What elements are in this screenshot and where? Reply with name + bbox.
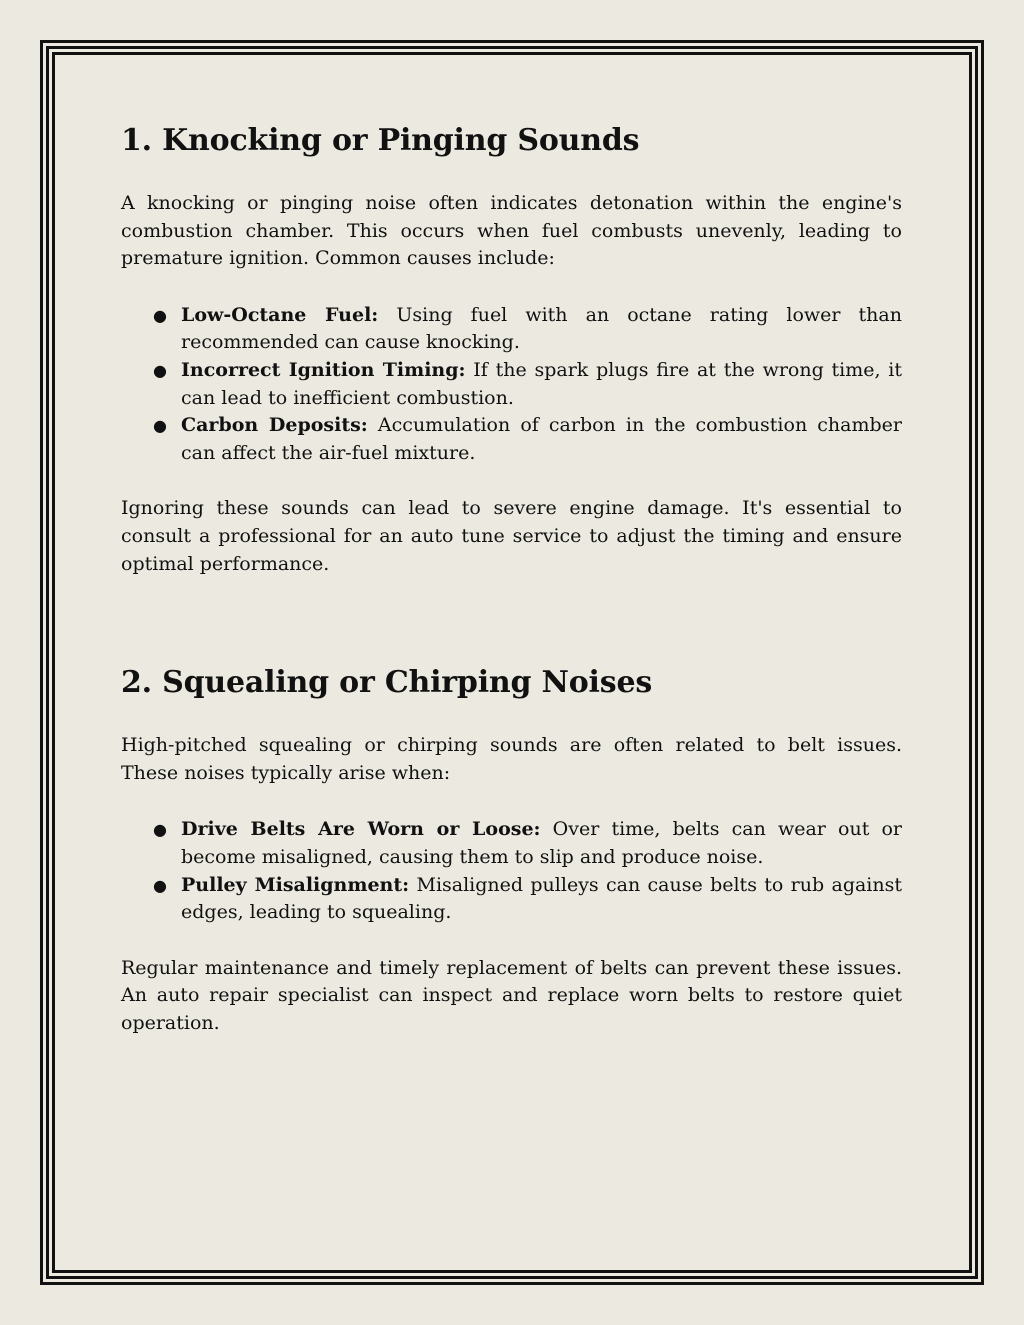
item-term: Low-Octane Fuel: [181, 303, 379, 326]
bullet-icon: ● [153, 820, 167, 840]
item-term: Drive Belts Are Worn or Loose: [181, 818, 541, 841]
item-term: Pulley Misalignment: [181, 873, 410, 896]
section-squealing [121, 660, 902, 1037]
item-text: Accumulation of carbon in the combustion chamber can affect the air-fuel mixture. [181, 414, 902, 464]
item-text: Using fuel with an octane rating lower than recommended can cause knocking. [181, 303, 902, 354]
section-knocking [121, 118, 902, 578]
section-heading: 2. Squealing or Chirping Noises [121, 665, 653, 701]
item-text: If the spark plugs fire at the wrong time, it can lead to inefficient combustion. [181, 358, 902, 409]
item-text: Misaligned pulleys can cause belts to rub against edges, leading to squealing. [181, 873, 903, 924]
bullet-icon: ● [153, 416, 167, 436]
bullet-icon: ● [153, 305, 167, 325]
list-item [153, 357, 902, 412]
section-intro: High-pitched squealing or chirping sounds are often related to belt issues. These noises typically arise when: [121, 734, 902, 784]
section-heading: 1. Knocking or Pinging Sounds [121, 123, 640, 158]
list-item [153, 412, 902, 467]
item-text: Over time, belts can wear out or become misaligned, causing them to slip and produce noise. [181, 818, 902, 868]
list-item [153, 302, 902, 357]
list-item [153, 816, 902, 871]
section-intro: A knocking or pinging noise often indicates detonation within the engine's combustion chamber. This occurs when fuel combusts unevenly, leading to premature ignition. Common causes include: [121, 192, 902, 270]
cause-list [121, 302, 902, 468]
list-item [153, 872, 903, 927]
section-outro: Ignoring these sounds can lead to severe engine damage. It's essential to consult a professional for an auto tune service to adjust the timing and ensure optimal performance. [121, 497, 902, 575]
section-outro: Regular maintenance and timely replacement of belts can prevent these issues. An auto repair specialist can inspect and replace worn belts to restore quiet operation. [121, 956, 902, 1034]
bullet-icon: ● [153, 875, 167, 895]
bullet-icon: ● [153, 360, 167, 380]
document-body [121, 118, 902, 1037]
item-term: Incorrect Ignition Timing: [181, 358, 466, 381]
cause-list [121, 816, 902, 926]
item-term: Carbon Deposits: [181, 414, 368, 437]
